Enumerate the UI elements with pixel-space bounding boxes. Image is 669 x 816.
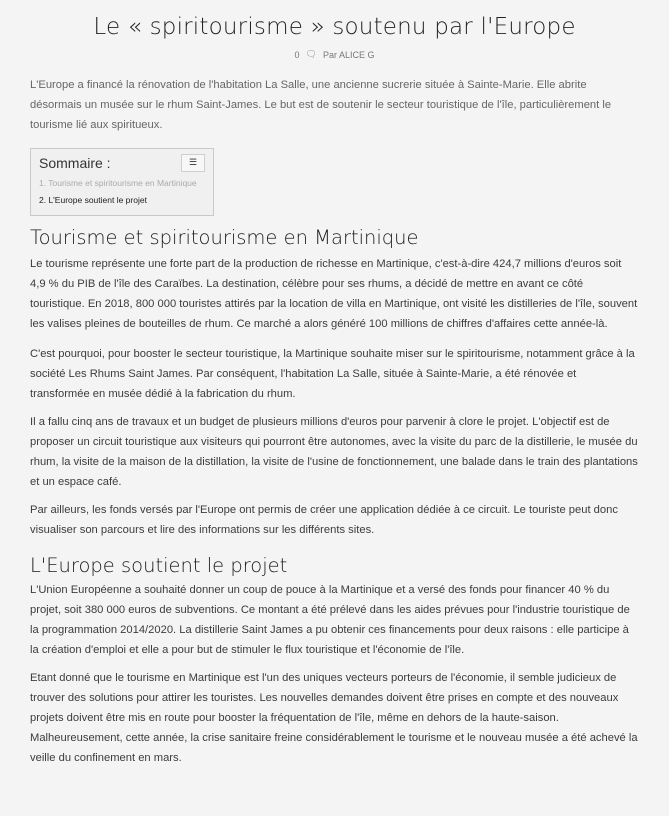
paragraph: Il a fallu cinq ans de travaux et un budget de plusieurs millions d'euros pour parvenir à clore le projet. L'objectif est de proposer un circuit touristique aux visiteurs qui pourront être autonomes, avec la visite du parc de la distillerie, le musée du rhum, la visite de la maison de la distillation, la visite de l'usine de fonctionnement, une balade dans le train des plantations et un espace café. [30,416,638,488]
section-heading-europe: L'Europe soutient le projet [30,554,288,577]
toc-link-europe[interactable]: 2. L'Europe soutient le projet [39,195,147,205]
paragraph: C'est pourquoi, pour booster le secteur touristique, la Martinique souhaite miser sur le spiritourisme, notamment grâce à la société Les Rhums Saint James. Par conséquent, l'habitation La Salle, située à Sainte-Marie, a été rénovée et transformée en musée dédié à la fabrication du rhum. [30,348,635,400]
article-intro: L'Europe a financé la rénovation de l'habitation La Salle, une ancienne sucrerie située à Sainte-Marie. Elle abrite désormais un musée sur le rhum Saint-James. Le but est de soutenir le secteur touristique de l'île, particulièrement le tourisme lié aux spiritueux. [30,79,612,131]
comment-icon[interactable]: 🗨 [305,49,317,59]
toc-title: Sommaire : [39,155,111,171]
article-title: Le « spiritourisme » soutenu par l'Europe [93,14,576,40]
paragraph: Etant donné que le tourisme en Martinique est l'un des uniques vecteurs porteurs de l'économie, il semble judicieux de trouver des solutions pour attirer les touristes. Les nouvelles demandes doivent être prises en compte et des nouveaux projets doivent être mis en route pour booster la fréquentation de l'île, même en dehors de la haute-saison. Malheureusement, cette année, la crise sanitaire freine considérablement le tourisme et le nouveau musée a été achevé la veille du confinement en mars. [30,672,638,764]
paragraph: Par ailleurs, les fonds versés par l'Europe ont permis de créer une application dédiée à ce circuit. Le touriste peut donc visualiser son parcours et lire des informations sur les différents sites. [30,504,618,536]
author-link[interactable]: Par ALICE G [322,49,375,60]
toc-toggle-icon[interactable]: ☰ [181,154,205,172]
table-of-contents [30,148,214,216]
toc-link-tourisme[interactable]: 1. Tourisme et spiritourisme en Martinique [39,178,197,188]
paragraph: L'Union Européenne a souhaité donner un coup de pouce à la Martinique et a versé des fonds pour financer 40 % du projet, soit 380 000 euros de subventions. Ce montant a été prélevé dans les aides prévues pour l'industrie touristique de la programmation 2014/2020. La distillerie Saint James a pu obtenir ces financements pour deux raisons : elle participe à la création d'emploi et elle a pour but de stimuler le flux touristique et l'économie de l'île. [30,584,630,656]
toc-list [39,175,205,209]
article-meta [30,49,639,60]
comment-count[interactable]: 0 [294,49,300,60]
section-heading-tourisme: Tourisme et spiritourisme en Martinique [30,226,419,249]
paragraph: Le tourisme représente une forte part de la production de richesse en Martinique, c'est-à-dire 424,7 millions d'euros soit 4,9 % du PIB de l'île des Caraïbes. La destination, célèbre pour ses rhums, a décidé de mettre en avant ce côté touristique. En 2018, 800 000 touristes attirés par la location de villa en Martinique, ont visité les distilleries de l'île, souvent les valises pleines de bouteilles de rhum. Ce marché a alors généré 100 millions de chiffres d'affaires cette année-là. [30,258,638,330]
